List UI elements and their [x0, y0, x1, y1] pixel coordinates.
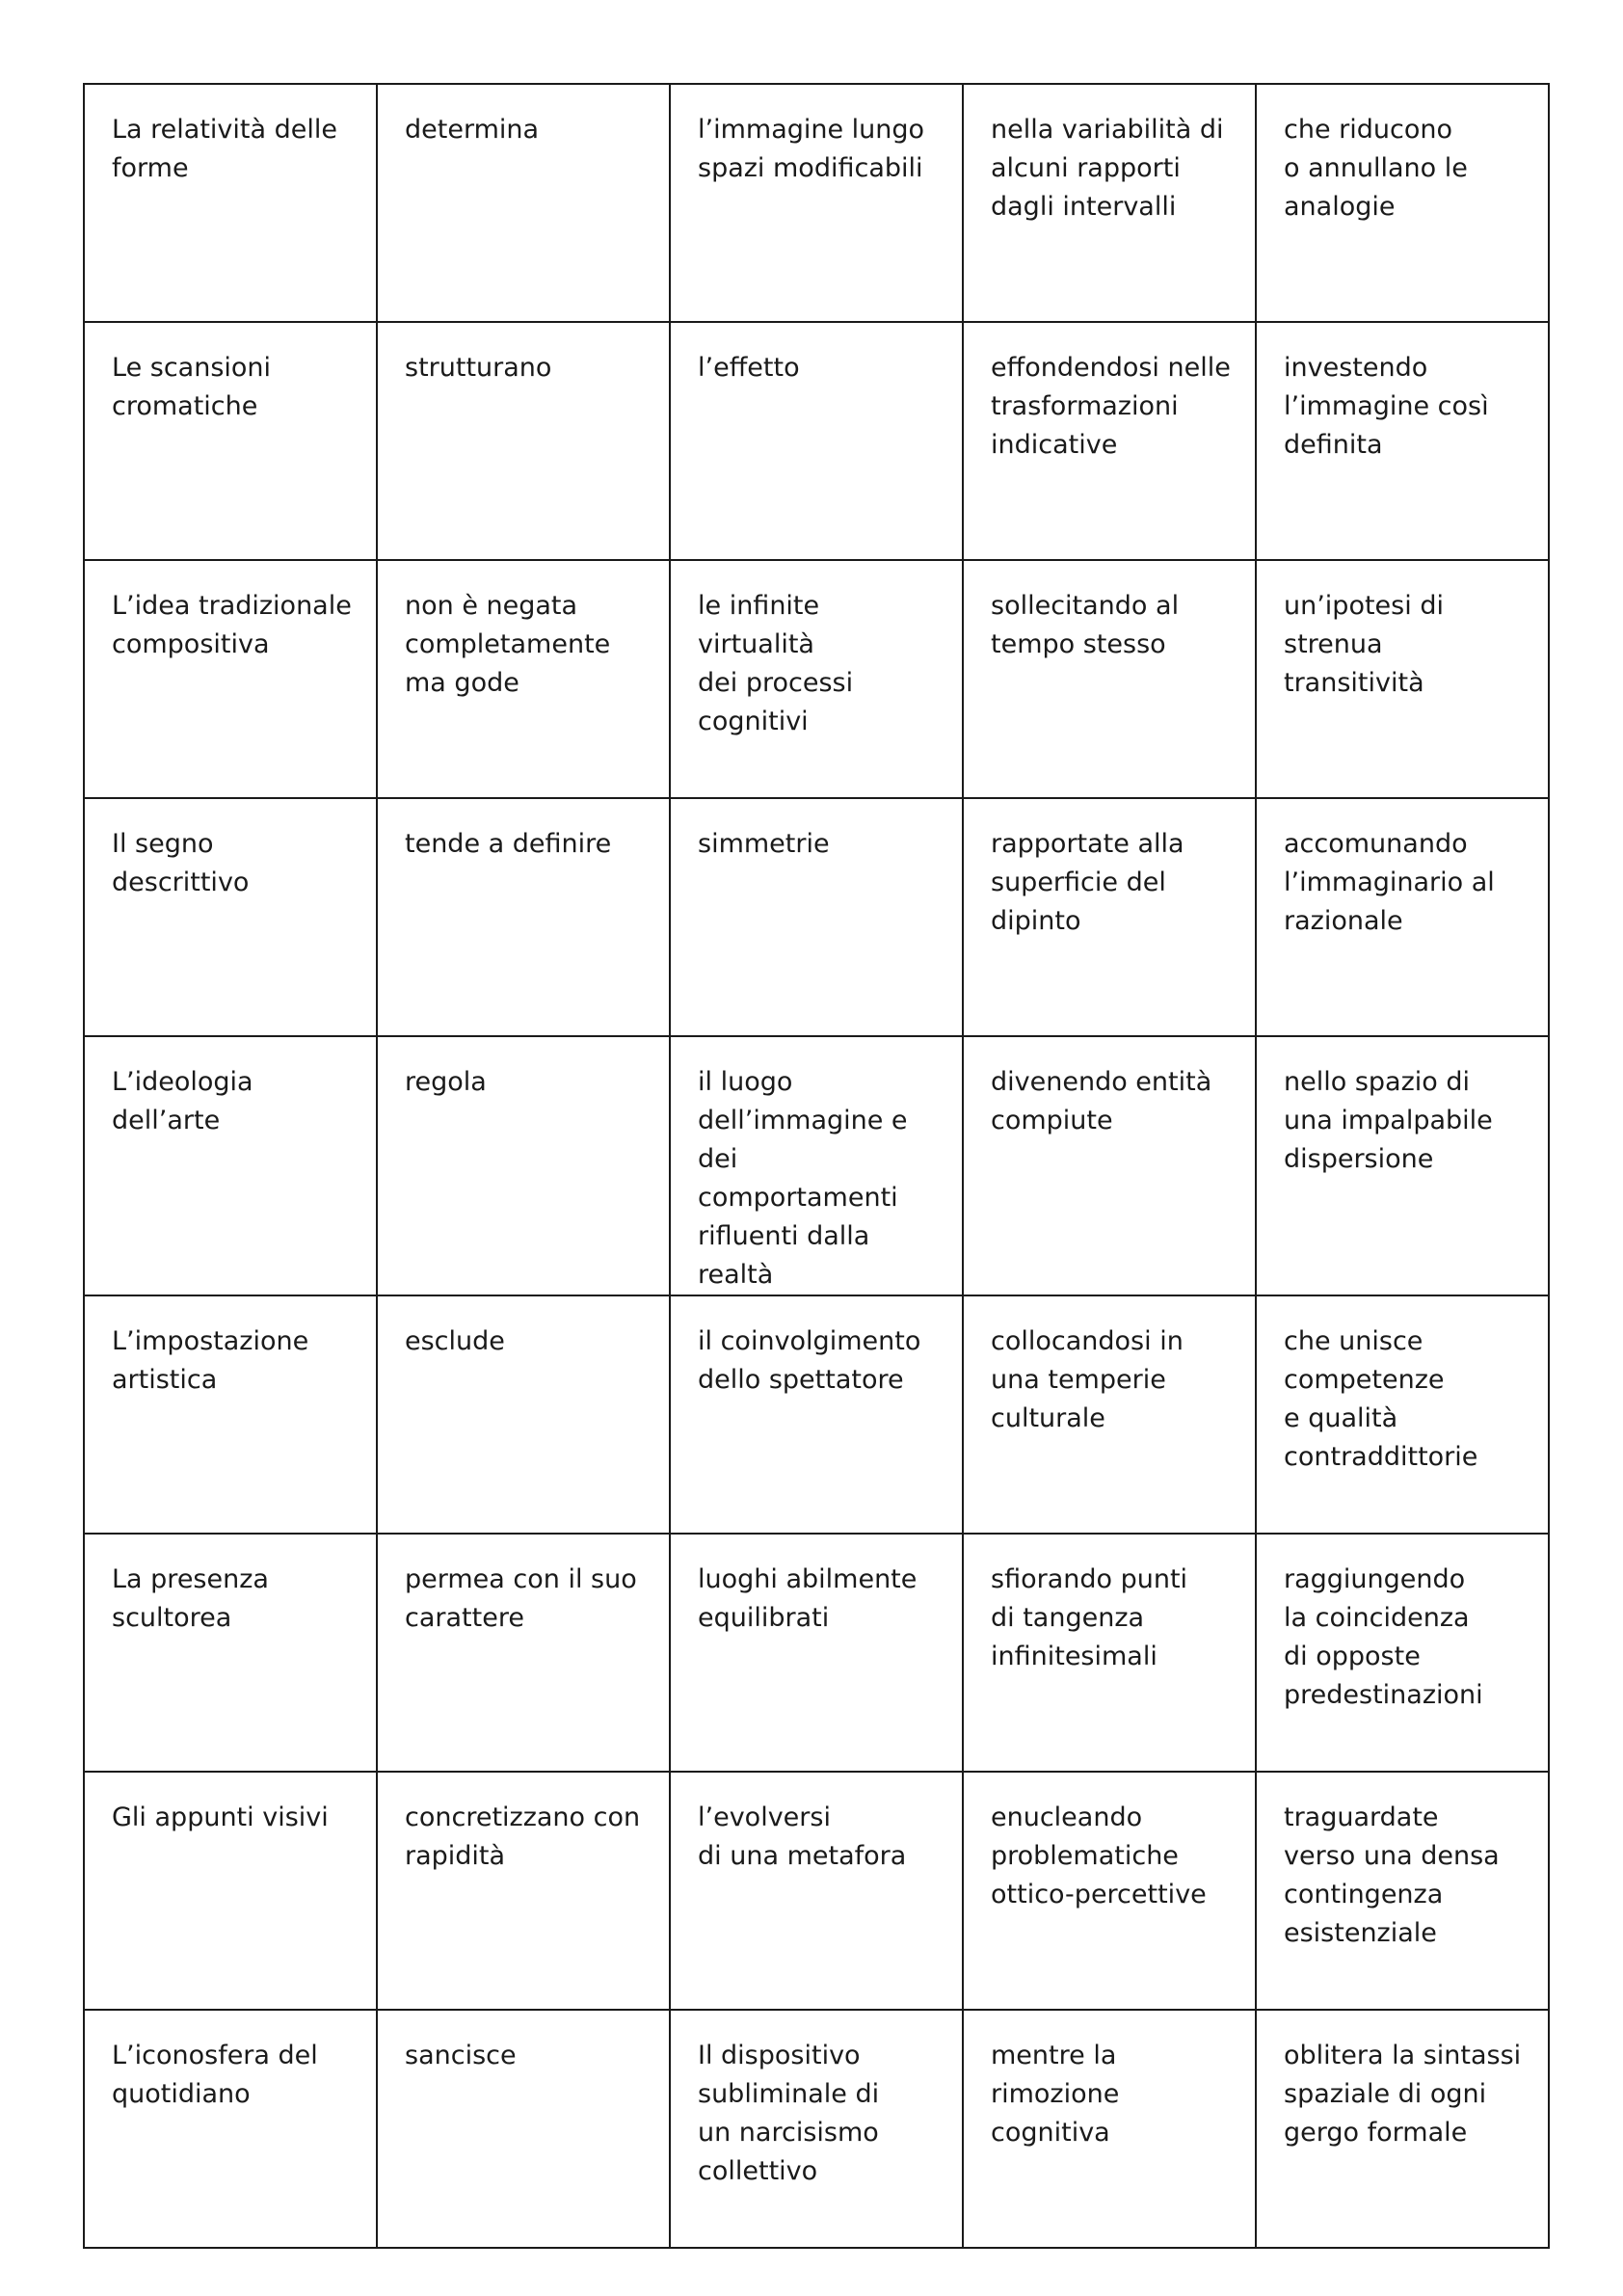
table-cell: non è negata completamente ma gode [377, 560, 670, 798]
table-cell: Il dispositivo subliminale di un narcisismo collettivo [670, 2010, 963, 2248]
table-cell: Le scansioni cromatiche [84, 322, 377, 560]
table-cell: permea con il suo carattere [377, 1534, 670, 1772]
table-cell: sancisce [377, 2010, 670, 2248]
table-cell: il luogo dell’immagine e dei comportamenti rifluenti dalla realtà [670, 1036, 963, 1295]
table-cell: Il segno descrittivo [84, 798, 377, 1036]
table-cell: enucleando problematiche ottico-percettive [963, 1772, 1256, 2010]
table-cell: un’ipotesi di strenua transitività [1256, 560, 1549, 798]
table-cell: che unisce competenze e qualità contraddittorie [1256, 1295, 1549, 1534]
table-cell: La presenza scultorea [84, 1534, 377, 1772]
table-cell: l’effetto [670, 322, 963, 560]
table-row [84, 798, 1549, 1036]
table-cell: il coinvolgimento dello spettatore [670, 1295, 963, 1534]
table-cell: L’idea tradizionale compositiva [84, 560, 377, 798]
table-row [84, 1534, 1549, 1772]
table-cell: L’ideologia dell’arte [84, 1036, 377, 1295]
table-cell: simmetrie [670, 798, 963, 1036]
table-cell: oblitera la sintassi spaziale di ogni gergo formale [1256, 2010, 1549, 2248]
table-cell: strutturano [377, 322, 670, 560]
table-cell: l’immagine lungo spazi modificabili [670, 84, 963, 322]
table-cell: divenendo entità compiute [963, 1036, 1256, 1295]
table-cell: traguardate verso una densa contingenza esistenziale [1256, 1772, 1549, 2010]
table-cell: L’impostazione artistica [84, 1295, 377, 1534]
table-cell: nella variabilità di alcuni rapporti dagli intervalli [963, 84, 1256, 322]
table-cell: sfiorando punti di tangenza infinitesimali [963, 1534, 1256, 1772]
table-cell: nello spazio di una impalpabile dispersione [1256, 1036, 1549, 1295]
table-cell: determina [377, 84, 670, 322]
table-cell: La relatività delle forme [84, 84, 377, 322]
table-row [84, 1036, 1549, 1295]
table-row [84, 1295, 1549, 1534]
table-cell: collocandosi in una temperie culturale [963, 1295, 1256, 1534]
table-cell: L’iconosfera del quotidiano [84, 2010, 377, 2248]
table-cell: esclude [377, 1295, 670, 1534]
table-cell: che riducono o annullano le analogie [1256, 84, 1549, 322]
table-cell: regola [377, 1036, 670, 1295]
table-row [84, 322, 1549, 560]
table-cell: sollecitando al tempo stesso [963, 560, 1256, 798]
table-cell: concretizzano con rapidità [377, 1772, 670, 2010]
table-row [84, 2010, 1549, 2248]
table-cell: effondendosi nelle trasformazioni indicative [963, 322, 1256, 560]
table-cell: l’evolversi di una metafora [670, 1772, 963, 2010]
table-cell: accomunando l’immaginario al razionale [1256, 798, 1549, 1036]
table-cell: investendo l’immagine così definita [1256, 322, 1549, 560]
table-row [84, 1772, 1549, 2010]
table-cell: le infinite virtualità dei processi cognitivi [670, 560, 963, 798]
table-row [84, 84, 1549, 322]
table-cell: mentre la rimozione cognitiva [963, 2010, 1256, 2248]
table-cell: luoghi abilmente equilibrati [670, 1534, 963, 1772]
table-cell: tende a definire [377, 798, 670, 1036]
table-cell: rapportate alla superficie del dipinto [963, 798, 1256, 1036]
table-row [84, 560, 1549, 798]
table-cell: Gli appunti visivi [84, 1772, 377, 2010]
table-cell: raggiungendo la coincidenza di opposte predestinazioni [1256, 1534, 1549, 1772]
phrase-table [83, 83, 1550, 2249]
